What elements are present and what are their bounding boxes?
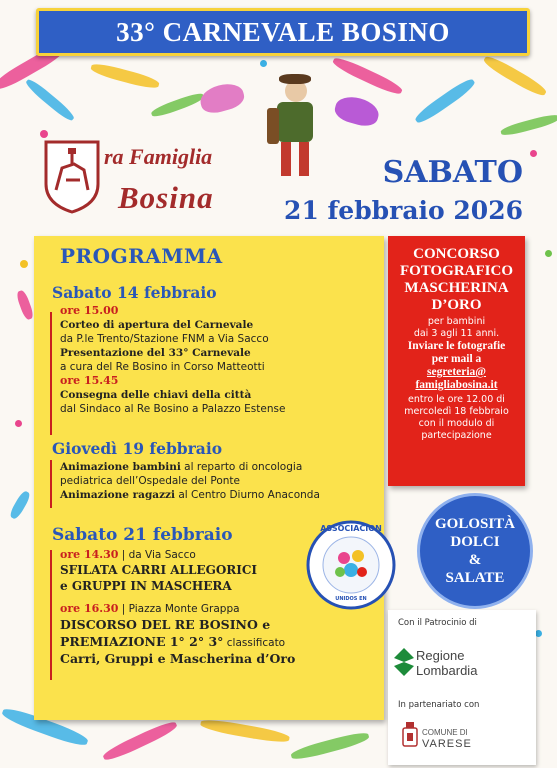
contest-text-3: entro le ore 12.00 di — [408, 394, 505, 405]
day-1-label: Sabato 14 febbraio — [52, 283, 217, 302]
day-3-place-1: | da Via Sacco — [118, 549, 196, 561]
badge-line-3: & — [468, 552, 482, 568]
famiglia-bosina-logo — [44, 140, 244, 230]
association-logo — [306, 520, 396, 610]
contest-title-1: CONCORSO — [413, 246, 500, 262]
day-2-event-2-detail: al Centro Diurno Anaconda — [175, 489, 320, 501]
contest-text-6: partecipazione — [421, 430, 492, 441]
day-3-event-2-line-1: DISCORSO DEL RE BOSINO e — [60, 617, 271, 632]
day-1-event-1-detail: da P.le Trento/Stazione FNM a Via Sacco — [60, 333, 269, 345]
day-3-event-2-line-2: PREMIAZIONE 1° 2° 3° — [60, 634, 224, 649]
photo-contest-box — [388, 236, 525, 486]
contest-email-2[interactable]: famigliabosina.it — [415, 379, 498, 391]
logo-line-1: ra Famiglia — [104, 144, 213, 169]
contest-text-1: per bambini — [427, 316, 486, 327]
contest-title-3: MASCHERINA — [404, 280, 509, 296]
region-name-2: Lombardia — [416, 663, 478, 678]
program-day-1 — [52, 282, 377, 416]
sponsors-box — [388, 610, 536, 765]
day-1-event-2-detail: a cura del Re Bosino in Corso Matteotti — [60, 361, 265, 373]
day-1-event-3-detail: dal Sindaco al Re Bosino a Palazzo Estense — [60, 403, 286, 415]
golosita-badge — [417, 493, 533, 609]
program-day-2 — [52, 438, 377, 502]
day-2-event-1-detail-2: pediatrica dell’Ospedale del Ponte — [60, 475, 241, 487]
day-1-event-1-title: Corteo di apertura del Carnevale — [60, 319, 254, 331]
day-2-event-1-title: Animazione bambini — [60, 461, 181, 473]
day-1-time-2: ore 15.45 — [60, 374, 119, 387]
day-3-label: Sabato 21 febbraio — [52, 525, 233, 545]
day-3-event-1-line-2: e GRUPPI IN MASCHERA — [60, 579, 232, 593]
contest-title — [388, 246, 525, 314]
day-3-place-2: | Piazza Monte Grappa — [118, 603, 240, 615]
day-2-event-1-detail: al reparto di oncologia — [180, 461, 303, 473]
program-title: PROGRAMMA — [60, 244, 223, 268]
shield-icon — [44, 140, 100, 214]
contest-text-4: mercoledì 18 febbraio — [404, 406, 509, 417]
badge-line-4: SALATE — [445, 570, 505, 586]
day-3-event-2-line-2b: classificato — [223, 637, 286, 649]
contest-email-1[interactable]: segreteria@ — [426, 366, 486, 378]
day-3-event-2-line-3: Carri, Gruppi e Mascherina d’Oro — [60, 651, 296, 666]
day-3-time-1: ore 14.30 — [60, 548, 119, 561]
contest-bold-1: Inviare le fotografie — [407, 340, 506, 352]
day-3-time-2: ore 16.30 — [60, 602, 119, 615]
day-1-event-3-title: Consegna delle chiavi della città — [60, 389, 252, 401]
partner-label: In partenariato con — [398, 700, 480, 710]
day-2-label: Giovedì 19 febbraio — [52, 439, 223, 458]
day-2-event-2-title: Animazione ragazzi — [60, 489, 176, 501]
comune-label-1: COMUNE DI — [422, 728, 468, 737]
contest-bold-2: per mail a — [431, 353, 482, 365]
day-3-event-1-line-1: SFILATA CARRI ALLEGORICI — [60, 563, 258, 577]
patrocinio-label: Con il Patrocinio di — [398, 618, 477, 628]
logo-line-2: Bosina — [118, 180, 214, 215]
day-1-event-2-title: Presentazione del 33° Carnevale — [60, 347, 251, 359]
event-date: 21 febbraio 2026 — [284, 196, 523, 225]
page-title: 33° CARNEVALE BOSINO — [116, 16, 450, 47]
badge-line-2: DOLCI — [450, 534, 500, 550]
contest-text-5: con il modulo di — [418, 418, 495, 429]
association-top-text: ASSOCIACION — [320, 524, 382, 533]
day-1-time-1: ore 15.00 — [60, 304, 119, 317]
association-bottom-text: UNIDOS EN — [335, 596, 367, 602]
program-panel — [34, 236, 384, 720]
contest-text-2: dai 3 agli 11 anni. — [413, 328, 500, 339]
event-day: SABATO — [382, 155, 523, 190]
regione-lombardia-icon — [394, 648, 414, 676]
region-name-1: Regione — [416, 648, 465, 663]
comune-label-2: VARESE — [422, 738, 472, 750]
contest-title-4: D’ORO — [431, 297, 482, 313]
title-banner — [36, 8, 530, 56]
contest-title-2: FOTOGRAFICO — [399, 263, 514, 279]
comune-varese-crest-icon — [402, 722, 418, 748]
badge-line-1: GOLOSITÀ — [434, 516, 516, 532]
